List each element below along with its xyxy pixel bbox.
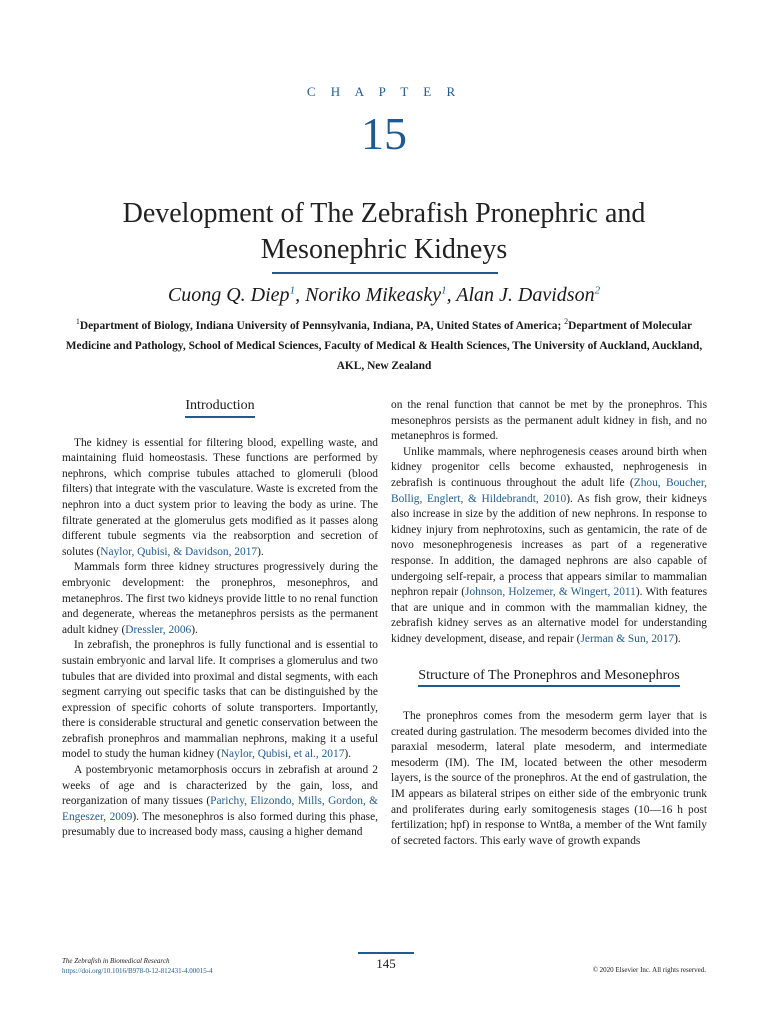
journal-name: The Zebrafish in Biomedical Research — [62, 957, 170, 965]
chapter-title — [40, 196, 728, 268]
citation-link[interactable]: Zhou, Boucher, Bollig, Englert, & Hildebrandt, 2010 — [391, 476, 707, 505]
citation-link[interactable]: Naylor, Qubisi, & Davidson, 2017 — [100, 545, 258, 558]
author-name: Alan J. Davidson — [456, 284, 595, 306]
citation-link[interactable]: Parichy, Elizondo, Mills, Gordon, & Engeszer, 2009 — [62, 795, 378, 823]
author-affiliation-marker: 2 — [594, 284, 601, 297]
doi-link[interactable]: https://doi.org/10.1016/B978-0-12-812431-4.00015-4 — [62, 967, 213, 975]
citation-link[interactable]: Naylor, Qubisi, et al., 2017 — [220, 748, 345, 761]
paragraph: on the renal function that cannot be met by the pronephros. This mesonephros persists as the permanent adult kidney in fish, and no metanephros is formed. — [391, 399, 707, 443]
copyright: © 2020 Elsevier Inc. All rights reserved. — [592, 966, 706, 974]
author-name: Noriko Mikeasky — [305, 284, 442, 306]
author-name: Cuong Q. Diep — [167, 284, 290, 306]
author-affiliation-marker: 1 — [289, 284, 296, 297]
affiliation-marker: 1 — [75, 317, 80, 326]
author-affiliation-marker: 1 — [441, 284, 447, 297]
left-column — [62, 398, 378, 841]
affiliation-1: Department of Biology, Indiana University of Pennsylvania, Indiana, PA, United States of America; — [79, 319, 562, 332]
title-line-2: Mesonephric Kidneys — [260, 234, 508, 265]
right-column — [391, 398, 707, 849]
section-heading-introduction: Introduction — [62, 398, 378, 418]
citation-link[interactable]: Dressler, 2006 — [125, 623, 192, 636]
chapter-number: 15 — [361, 108, 407, 159]
paragraph: The pronephros comes from the mesoderm germ layer that is created during gastrulation. The mesoderm becomes divided into the paraxial mesoderm, lateral plate mesoderm, and intermediate mesoderm (IM). The IM, located between the other mesoderm layers, is the source of the pronephros. At the end of gastrulation, the IM appears as bilateral stripes on either side of the embryonic trunk and proliferates during early somitogenesis stages (10—16 h post fertilization; hpf) in response to Wnt8a, a member of the Wnt family of secreted factors. This early wave of growth expands — [391, 710, 707, 847]
paragraph: Unlike mammals, where nephrogenesis ceases around birth when kidney progenitor cells become exhausted, nephrogenesis in zebrafish is continuous throughout the adult life (Zhou, Boucher, Bollig, Englert, & Hildebrandt, 2010). As fish grow, their kidneys also increase in size by the addition of new nephrons. In response to kidney injury from nephrotoxins, such as gentamicin, the rate of de novo mesonephrogenesis increases as part of a regenerative response. In addition, the damaged nephrons are also capable of undergoing self-repair, a process that appears similar to mammalian nephron repair (Johnson, Holzemer, & Wingert, 2011). With features that are unique and in common with the mammalian kidney, the zebrafish kidney serves as an alternative model for understanding kidney development, disease, and repair (Jerman & Sun, 2017). — [391, 445, 707, 645]
author-list: Cuong Q. Diep$^1$, Noriko Mikeasky$^1$, Alan J. Davidson$^2$ — [167, 284, 601, 306]
citation-link[interactable]: Johnson, Holzemer, & Wingert, 2011 — [465, 586, 636, 599]
title-line-1: Development of The Zebrafish Pronephric and — [122, 198, 646, 229]
paragraph: In zebrafish, the pronephros is fully functional and is essential to sustain embryonic and larval life. It comprises a glomerulus and two tubules that are divided into proximal and distal segments, with each segment carrying out specific tasks that can be distinguished by the expression of specific cohorts of solute transporters. Importantly, there is considerable structural and genetic conservation between the zebrafish pronephros and mammalian nephrons, making it a useful model to study the human kidney (Naylor, Qubisi, et al., 2017). — [62, 639, 378, 761]
affiliations — [62, 312, 706, 376]
paragraph: The kidney is essential for filtering blood, expelling waste, and maintaining fluid homeostasis. These functions are performed by nephrons, which comprise tubules attached to glomeruli (blood filters) that integrate with the vasculature. Waste is excreted from the nephron into a duct system prior to leaving the body as urine. The filtrate generated at the glomerulus gets modified as it passes along different tubule segments via the reabsorption and secretion of solutes (Naylor, Qubisi, & Davidson, 2017). — [62, 436, 378, 558]
page-number: 145 — [358, 952, 414, 972]
section-heading-structure: Structure of The Pronephros and Mesonephros — [391, 668, 707, 688]
affiliation-2: Department of Molecular Medicine and Pathology, School of Medical Sciences, Faculty of Medical & Health Sciences, The University of Auckland, Auckland, AKL, New Zealand — [65, 319, 703, 372]
affiliation-marker: 2 — [564, 317, 569, 326]
citation-link[interactable]: Jerman & Sun, 2017 — [580, 632, 675, 645]
chapter-label: C H A P T E R — [306, 84, 462, 99]
title-divider — [272, 272, 498, 274]
footer-source — [62, 956, 213, 976]
paragraph: Mammals form three kidney structures progressively during the embryonic development: the pronephros, mesonephros, and metanephros. The first two kidneys provide little to no renal function and degenerate, whereas the metanephros persists as the permanent adult kidney (Dressler, 2006). — [62, 561, 378, 636]
paragraph: A postembryonic metamorphosis occurs in zebrafish at around 2 weeks of age and is characterized by the gain, loss, and reorganization of many tissues (Parichy, Elizondo, Mills, Gordon, & Engeszer, 2009). The mesonephros is also formed during this phase, presumably due to increased body mass, causing a higher demand — [62, 764, 378, 839]
